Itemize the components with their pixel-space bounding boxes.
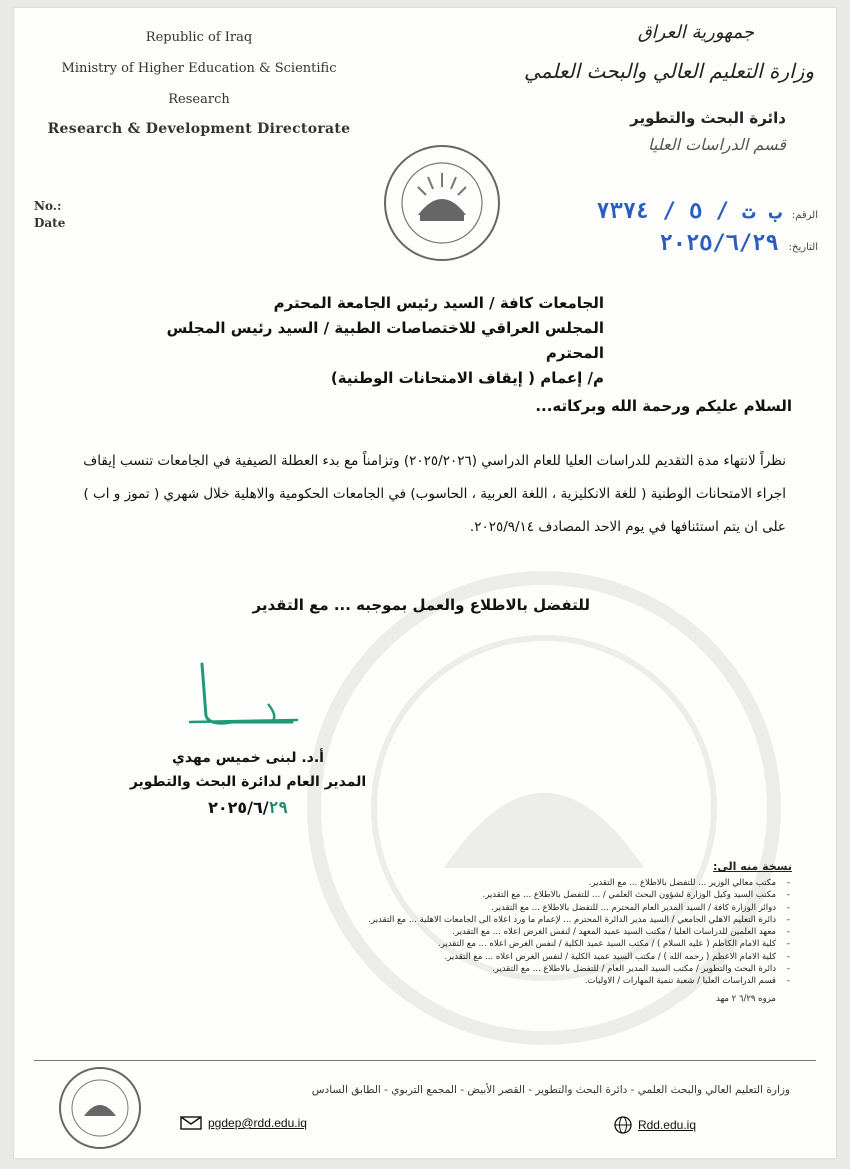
copy-item: - معهد العلمين للدراسات العليا / مكتب السيد عميد المعهد / لنفس الغرض اعلاه ... مع التقدير. xyxy=(172,926,776,938)
letter-page xyxy=(14,8,836,1158)
copy-item: - دائرة البحث والتطوير / مكتب السيد المدير العام / للتفضل بالاطلاع ... مع التقدير. xyxy=(172,963,776,975)
signature-date-printed: ٢٠٢٥/٦/ xyxy=(208,798,269,817)
reference-note: مروه ٦/٢٩ ٢ مهد xyxy=(716,993,776,1004)
signature-date xyxy=(118,794,378,822)
signer-title: المدير العام لدائرة البحث والتطوير xyxy=(129,774,367,790)
arabic-letterhead xyxy=(524,22,814,154)
department-ar: قسم الدراسات العليا xyxy=(647,135,786,154)
signer-name: أ.د. لبنى خميس مهدي xyxy=(172,750,324,766)
globe-icon xyxy=(614,1116,632,1134)
greeting: السلام عليكم ورحمة الله وبركاته... xyxy=(535,397,792,415)
envelope-icon xyxy=(180,1116,202,1130)
website-url[interactable]: Rdd.edu.iq xyxy=(637,1118,696,1132)
copy-item: - قسم الدراسات العليا / شعبة تنمية المهارات / الاوليات. xyxy=(172,975,776,987)
addressee-block xyxy=(124,291,604,391)
addressee-line-2: المجلس العراقي للاختصاصات الطبية / السيد رئيس المجلس المحترم xyxy=(166,319,604,362)
arabic-meta xyxy=(596,198,818,262)
ministry-seal-icon xyxy=(382,143,502,263)
number-label-ar: الرقم: xyxy=(791,210,818,221)
country-en: Republic of Iraq xyxy=(145,30,253,45)
handwritten-signature-icon xyxy=(172,656,302,736)
ministry-ar: وزارة التعليم العالي والبحث العلمي xyxy=(524,59,814,83)
addressee-line-1: الجامعات كافة / السيد رئيس الجامعة المحترم xyxy=(273,294,604,312)
footer-website[interactable] xyxy=(614,1116,696,1134)
copies-heading: نسخة منه الى: xyxy=(713,860,792,873)
ministry-en-line1: Ministry of Higher Education & Scientific xyxy=(61,61,337,76)
number-value: ب ت / ٥ / ٧٣٧٤ xyxy=(596,199,782,224)
copy-item: - مكتب معالي الوزير ... للتفضل بالاطلاع ... مع التقدير. xyxy=(172,877,776,889)
ministry-en-line2: Research xyxy=(168,92,230,107)
body-paragraph: نظراً لانتهاء مدة التقديم للدراسات العليا للعام الدراسي (٢٠٢٥/٢٠٢٦) وتزامناً مع بدء العطلة الصيفية في الجامعات تنسب إيقاف اجراء الامتحانات الوطنية ( للغة الانكليزية ، اللغة العربية ، الحاسوب) في الجامعات الحكومية والاهلية خلال شهري ( تموز و اب ) على ان يتم استئنافها في يوم الاحد المصادف ٢٠٢٥/٩/١٤. xyxy=(83,453,786,535)
copy-item: - كلية الامام الاعظم ( رحمه الله ) / مكتب السيد عميد الكلية / لنفس الغرض اعلاه ... مع التقدير. xyxy=(172,951,776,963)
directorate-en: Research & Development Directorate xyxy=(47,121,351,137)
footer-address: وزارة التعليم العالي والبحث العلمي - دائرة البحث والتطوير - القصر الأبيض - المجمع التربوي - الطابق السادس xyxy=(311,1084,790,1096)
english-letterhead xyxy=(34,26,364,137)
footer-divider xyxy=(34,1060,816,1061)
country-ar: جمهورية العراق xyxy=(637,22,754,43)
signer-block xyxy=(118,746,378,822)
signature-date-handwritten: ٢٩ xyxy=(268,798,288,817)
date-value: ٢٠٢٥/٦/٢٩ xyxy=(659,231,779,256)
copies-list xyxy=(172,860,792,1004)
copy-item: - دائرة التعليم الاهلي الجامعي / السيد مدير الدائرة المحترم ... لإعمام ما ورد اعلاه الى الجامعات الاهلية ... مع التقدير. xyxy=(172,914,776,926)
date-label-en: Date xyxy=(34,216,66,230)
copy-item: - مكتب السيد وكيل الوزارة لشؤون البحث العلمي / ... للتفضل بالاطلاع ... مع التقدير. xyxy=(172,889,776,901)
subject-line: م/ إعمام ( إيقاف الامتحانات الوطنية) xyxy=(330,369,604,387)
footer-email[interactable] xyxy=(180,1116,307,1130)
email-address[interactable]: pgdep@rdd.edu.iq xyxy=(208,1116,307,1130)
date-label-ar: التاريخ: xyxy=(788,242,818,253)
closing-line: للتفضل بالاطلاع والعمل بموجبه ... مع التقدير xyxy=(252,596,590,614)
english-meta xyxy=(34,198,65,232)
number-label-en: No.: xyxy=(34,199,62,213)
copy-item: - دوائر الوزارة كافة / السيد المدير العام المحترم ... للتفضل بالاطلاع ... مع التقدير. xyxy=(172,902,776,914)
copy-item: - كلية الامام الكاظم ( عليه السلام ) / مكتب السيد عميد الكلية / لنفس الغرض اعلاه ... مع التقدير. xyxy=(172,938,776,950)
footer-seal-icon xyxy=(58,1066,142,1150)
directorate-ar: دائرة البحث والتطوير xyxy=(630,109,786,127)
